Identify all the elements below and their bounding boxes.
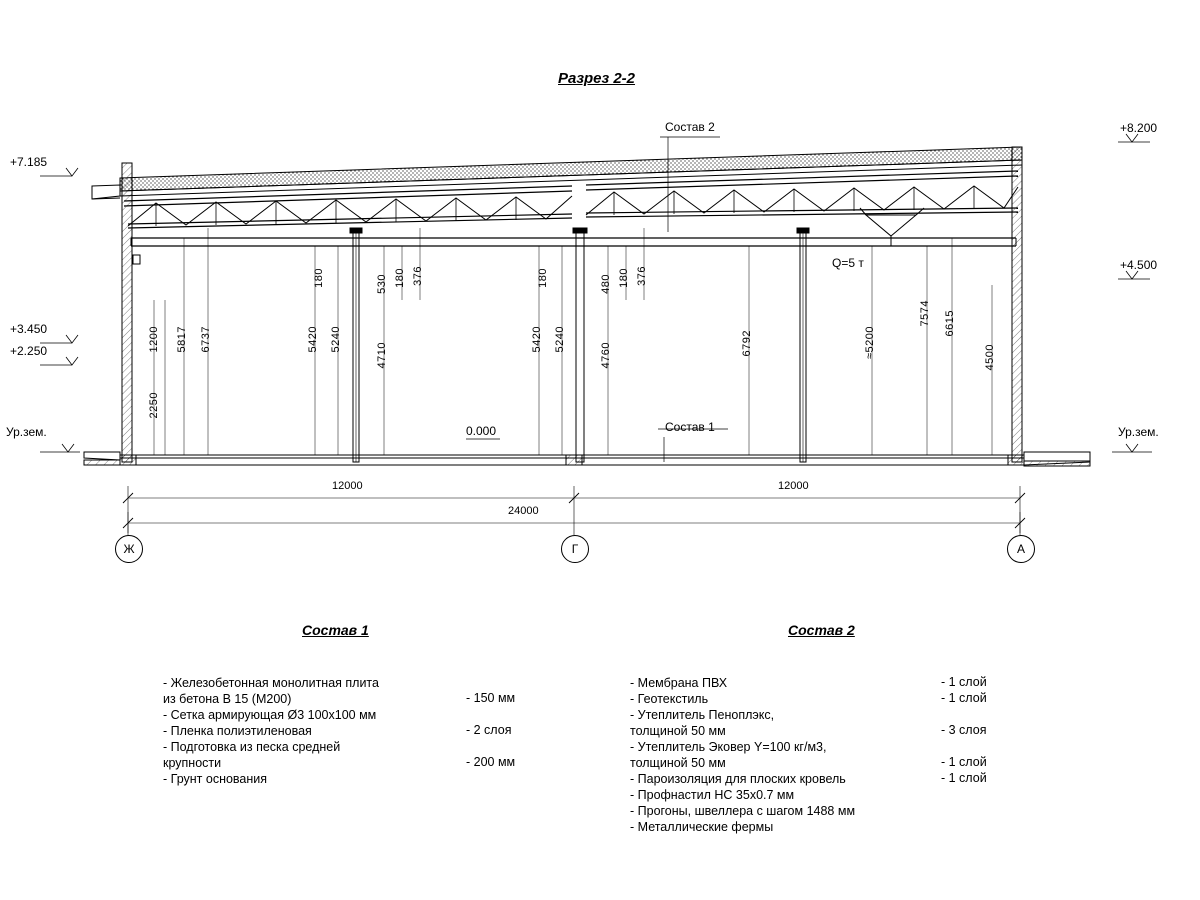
dim-vertical: 1200 [148,326,160,353]
level-mark-left-2250: +2.250 [10,344,48,358]
list-item-qty: - 1 слой [941,771,987,785]
dim-vertical: 530 [376,274,388,294]
list-item [630,819,970,835]
list-item-text: - Грунт основания [163,772,268,786]
dim-vertical: 5240 [554,326,566,353]
dim-vertical: 480 [600,274,612,294]
list-item [630,787,970,803]
callout-sostav-1: Состав 1 [665,420,715,434]
dim-vertical: 5420 [307,326,319,353]
list-item-text: - Пароизоляция для плоских кровель [630,772,846,786]
callout-zero-level: 0.000 [466,424,497,438]
axis-bubble-label: А [1016,542,1025,556]
list-item-text: - Профнастил НС 35х0.7 мм [630,788,795,802]
dim-vertical: 4500 [984,344,996,371]
dim-vertical: 2250 [148,392,160,419]
list-item-text: - Металлические фермы [630,820,774,834]
list-item [630,691,970,707]
level-mark-right-ground: Ур.зем. [1118,425,1159,439]
list-item-text: - Сетка армирующая Ø3 100х100 мм [163,708,377,722]
level-mark-left-ground: Ур.зем. [6,425,47,439]
list-item-qty: - 150 мм [466,691,516,705]
list-item [630,723,970,739]
list-item-text: толщиной 50 мм [630,724,726,738]
dim-vertical: 6615 [944,310,956,337]
callout-sostav-2: Состав 2 [665,120,715,134]
list-item-qty: - 2 слоя [466,723,512,737]
dim-vertical: 4760 [600,342,612,369]
list-item-text: - Мембрана ПВХ [630,676,728,690]
dim-vertical: 6737 [200,326,212,353]
list-item-text: - Пленка полиэтиленовая [163,724,312,738]
list-item [163,739,563,755]
dim-vertical: 6792 [741,330,753,357]
list-item-text: - Прогоны, швеллера с шагом 1488 мм [630,804,856,818]
dim-vertical: ≈5200 [864,326,876,360]
dim-vertical: 376 [636,266,648,286]
level-mark-right-4500: +4.500 [1120,258,1158,272]
page-title: Разрез 2-2 [558,70,636,87]
dim-vertical: 376 [412,266,424,286]
list-item-text: - Утеплитель Эковер Y=100 кг/м3, [630,740,827,754]
dim-vertical: 180 [537,268,549,288]
axis-bubble-zh [115,535,143,563]
level-mark-left-7185: +7.185 [10,155,48,169]
dim-vertical: 180 [394,268,406,288]
list-item-qty: - 1 слой [941,691,987,705]
list-item-text: толщиной 50 мм [630,756,726,770]
list-item-text: - Утеплитель Пеноплэкс, [630,708,775,722]
list-item [630,771,970,787]
dim-vertical: 5420 [531,326,543,353]
list-item [630,803,970,819]
list-item [630,707,970,723]
level-mark-left-3450: +3.450 [10,322,48,336]
axis-bubble-label: Г [571,542,579,556]
dim-vertical: 180 [618,268,630,288]
dim-vertical: 5817 [176,326,188,353]
list-item-qty: - 3 слоя [941,723,987,737]
list-item-qty: - 1 слой [941,675,987,689]
sostav2-title: Состав 2 [788,622,855,638]
list-item-qty: - 200 мм [466,755,516,769]
axis-bubble-g [561,535,589,563]
list-item-text: из бетона В 15 (М200) [163,692,292,706]
dim-horizontal-left-bay: 12000 [332,480,363,492]
dim-horizontal-total: 24000 [508,505,539,517]
dim-horizontal-right-bay: 12000 [778,480,809,492]
axis-bubble-a [1007,535,1035,563]
sostav2-list [630,675,970,835]
list-item-qty: - 1 слой [941,755,987,769]
list-item-text: - Подготовка из песка средней [163,740,341,754]
list-item [163,675,563,691]
list-item [630,755,970,771]
level-mark-right-8200: +8.200 [1120,121,1158,135]
dim-vertical: 180 [313,268,325,288]
list-item [630,739,970,755]
list-item [630,675,970,691]
sostav1-title: Состав 1 [302,622,369,638]
list-item [163,771,563,787]
list-item-text: крупности [163,756,222,770]
list-item-text: - Железобетонная монолитная плита [163,676,379,690]
list-item-text: - Геотекстиль [630,692,709,706]
list-item [163,707,563,723]
dim-vertical: 5240 [330,326,342,353]
callout-crane-load: Q=5 т [832,256,864,270]
dim-vertical: 7574 [919,300,931,327]
axis-bubble-label: Ж [123,542,135,556]
dim-vertical: 4710 [376,342,388,369]
